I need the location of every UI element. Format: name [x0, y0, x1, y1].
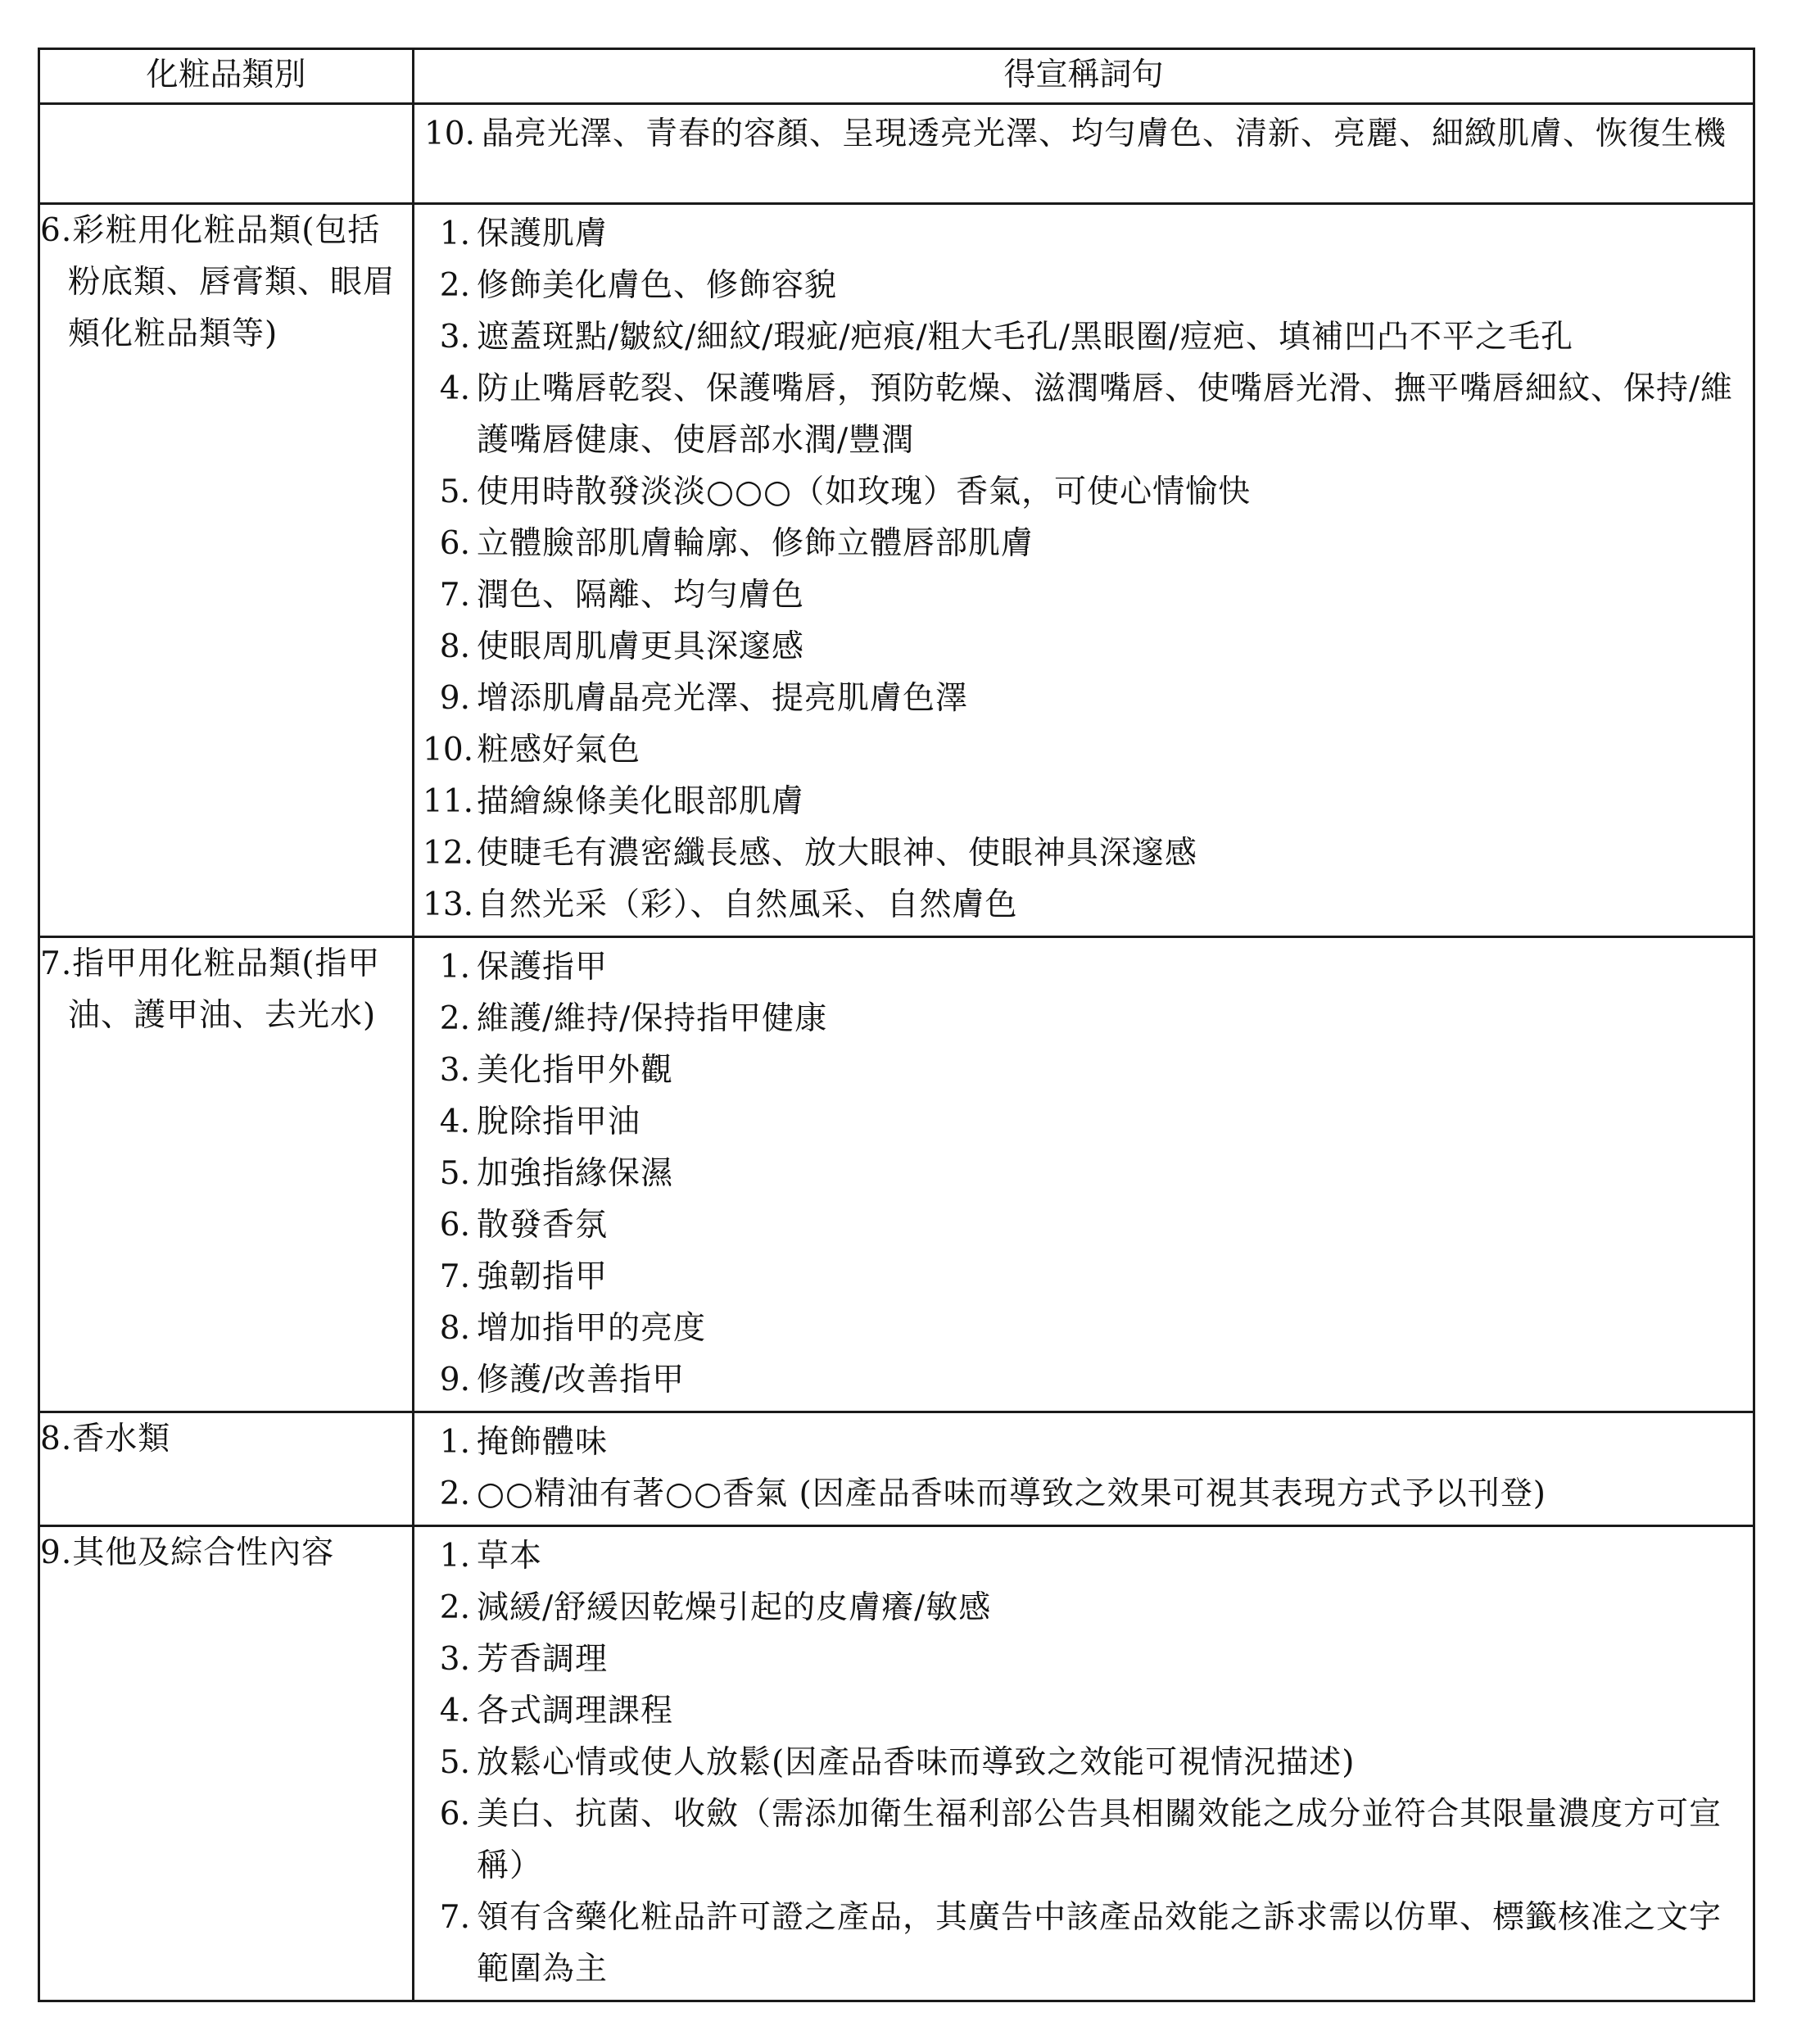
- claim-text: 修飾美化膚色、修飾容貌: [477, 267, 838, 304]
- claims-list: [414, 1527, 1753, 2000]
- claim-number: 5.: [439, 1155, 470, 1192]
- claim-item: [423, 673, 1746, 724]
- claim-text: 減緩/舒緩因乾燥引起的皮膚癢/敏感: [477, 1589, 992, 1626]
- claim-number: 6.: [439, 525, 470, 562]
- claims-list: [414, 105, 1753, 165]
- claim-text: 使眼周肌膚更具深邃感: [477, 628, 805, 665]
- claim-text: 脫除指甲油: [477, 1104, 641, 1140]
- category-label: 8.香水類: [40, 1421, 171, 1457]
- claim-number: 5.: [439, 474, 470, 510]
- claim-number: 3.: [439, 319, 470, 356]
- claim-text: 描繪線條美化眼部肌膚: [477, 783, 805, 820]
- claim-number: 3.: [439, 1641, 470, 1678]
- category-cell: [39, 204, 414, 937]
- header-row: [39, 49, 1754, 104]
- claim-item: [423, 1737, 1746, 1788]
- claims-cell: [414, 204, 1754, 937]
- claim-item: [423, 311, 1746, 363]
- claim-text: 各式調理課程: [477, 1693, 674, 1729]
- claim-number: 7.: [439, 577, 470, 614]
- claim-item: [423, 1788, 1746, 1892]
- claim-number: 10.: [423, 116, 475, 152]
- claim-number: 2.: [439, 1000, 470, 1037]
- claim-number: 8.: [439, 1310, 470, 1347]
- header-claims: 得宣稱詞句: [414, 49, 1754, 104]
- claim-item: [423, 1685, 1746, 1737]
- continued-row: [39, 104, 1754, 204]
- claim-number: 4.: [439, 1693, 470, 1729]
- claim-item: [423, 724, 1746, 776]
- category-cell: [39, 937, 414, 1412]
- claim-item: [423, 108, 1746, 160]
- claim-text: 粧感好氣色: [477, 732, 641, 768]
- cosmetic-claims-table: [38, 48, 1755, 2002]
- claims-list: [414, 938, 1753, 1411]
- claims-cell: [414, 1412, 1754, 1526]
- claim-text: 掩飾體味: [477, 1424, 609, 1461]
- claim-item: [423, 1199, 1746, 1251]
- category-row: [39, 204, 1754, 937]
- claim-number: 13.: [423, 886, 474, 923]
- claim-item: [423, 1468, 1746, 1520]
- claim-text: 使睫毛有濃密纖長感、放大眼神、使眼神具深邃感: [477, 835, 1198, 872]
- claim-item: [423, 827, 1746, 879]
- claim-text: 晶亮光澤、青春的容顏、呈現透亮光澤、均勻膚色、清新、亮麗、細緻肌膚、恢復生機: [482, 116, 1727, 152]
- claim-text: 領有含藥化粧品許可證之產品，其廣告中該產品效能之訴求需以仿單、標籤核准之文字範圍為主: [477, 1899, 1722, 1987]
- claim-text: 美白、抗菌、收斂（需添加衛生福利部公告具相關效能之成分並符合其限量濃度方可宣稱）: [477, 1796, 1722, 1884]
- claim-item: [423, 363, 1746, 466]
- claim-text: 美化指甲外觀: [477, 1052, 674, 1089]
- claim-text: 放鬆心情或使人放鬆(因產品香味而導致之效能可視情況描述): [477, 1744, 1356, 1781]
- claim-item: [423, 1530, 1746, 1582]
- claim-item: [423, 518, 1746, 569]
- claim-item: [423, 1354, 1746, 1406]
- claim-item: [423, 941, 1746, 993]
- claim-text: 自然光采（彩）、自然風采、自然膚色: [477, 886, 1018, 923]
- claim-item: [423, 1096, 1746, 1148]
- claim-text: 草本: [477, 1538, 543, 1575]
- claim-text: 加強指緣保濕: [477, 1155, 674, 1192]
- claim-number: 2.: [439, 1475, 470, 1512]
- claim-number: 6.: [439, 1207, 470, 1244]
- claims-cell: [414, 1526, 1754, 2001]
- claim-number: 2.: [439, 1589, 470, 1626]
- claim-item: [423, 208, 1746, 260]
- claims-list: [414, 1413, 1753, 1525]
- claim-text: 修護/改善指甲: [477, 1362, 686, 1398]
- claim-item: [423, 1892, 1746, 1995]
- claim-item: [423, 1148, 1746, 1199]
- claims-cell: [414, 104, 1754, 204]
- claim-number: 5.: [439, 1744, 470, 1781]
- claim-number: 7.: [439, 1899, 470, 1936]
- claim-number: 2.: [439, 267, 470, 304]
- claim-item: [423, 879, 1746, 931]
- claim-item: [423, 993, 1746, 1045]
- claim-item: [423, 1045, 1746, 1096]
- claim-text: 增加指甲的亮度: [477, 1310, 707, 1347]
- claim-text: 增添肌膚晶亮光澤、提亮肌膚色澤: [477, 680, 969, 717]
- claim-number: 4.: [439, 370, 470, 407]
- category-cell-empty: [39, 104, 414, 204]
- claim-item: [423, 1303, 1746, 1354]
- category-row: [39, 1412, 1754, 1526]
- claim-item: [423, 260, 1746, 311]
- claim-item: [423, 569, 1746, 621]
- claim-item: [423, 621, 1746, 673]
- claim-number: 9.: [439, 680, 470, 717]
- claims-cell: [414, 937, 1754, 1412]
- claim-number: 1.: [439, 949, 470, 986]
- category-label: 7.指甲用化粧品類(指甲油、護甲油、去光水): [40, 945, 381, 1034]
- claim-item: [423, 776, 1746, 827]
- claim-number: 1.: [439, 215, 470, 252]
- category-cell: [39, 1526, 414, 2001]
- claim-text: 潤色、隔離、均勻膚色: [477, 577, 805, 614]
- category-row: [39, 937, 1754, 1412]
- claim-text: 維護/維持/保持指甲健康: [477, 1000, 828, 1037]
- claim-item: [423, 466, 1746, 518]
- category-label: 9.其他及綜合性內容: [40, 1534, 335, 1571]
- claim-text: ○○精油有著○○香氣 (因產品香味而導致之效果可視其表現方式予以刊登): [477, 1475, 1546, 1512]
- claim-number: 1.: [439, 1538, 470, 1575]
- claim-text: 強韌指甲: [477, 1258, 609, 1295]
- category-cell: [39, 1412, 414, 1526]
- claim-number: 1.: [439, 1424, 470, 1461]
- claim-item: [423, 1251, 1746, 1303]
- claim-number: 12.: [423, 835, 474, 872]
- claim-item: [423, 1582, 1746, 1634]
- claim-item: [423, 1416, 1746, 1468]
- claim-text: 保護肌膚: [477, 215, 609, 252]
- claim-text: 立體臉部肌膚輪廓、修飾立體唇部肌膚: [477, 525, 1034, 562]
- claim-text: 保護指甲: [477, 949, 609, 986]
- category-row: [39, 1526, 1754, 2001]
- claim-text: 散發香氛: [477, 1207, 609, 1244]
- claim-number: 11.: [423, 783, 474, 820]
- claim-number: 8.: [439, 628, 470, 665]
- claims-list: [414, 205, 1753, 936]
- claim-number: 10.: [423, 732, 474, 768]
- claim-number: 6.: [439, 1796, 470, 1833]
- claim-text: 防止嘴唇乾裂、保護嘴唇，預防乾燥、滋潤嘴唇、使嘴唇光滑、撫平嘴唇細紋、保持/維護嘴唇健康、使唇部水潤/豐潤: [477, 370, 1734, 459]
- header-category: 化粧品類別: [39, 49, 414, 104]
- claim-number: 9.: [439, 1362, 470, 1398]
- category-label: 6.彩粧用化粧品類(包括粉底類、唇膏類、眼眉頰化粧品類等): [40, 212, 396, 352]
- claim-text: 遮蓋斑點/皺紋/細紋/瑕疵/疤痕/粗大毛孔/黑眼圈/痘疤、填補凹凸不平之毛孔: [477, 319, 1573, 356]
- claim-number: 7.: [439, 1258, 470, 1295]
- claim-number: 3.: [439, 1052, 470, 1089]
- claim-text: 使用時散發淡淡○○○（如玫瑰）香氣，可使心情愉快: [477, 474, 1252, 510]
- claim-item: [423, 1634, 1746, 1685]
- claim-number: 4.: [439, 1104, 470, 1140]
- claim-text: 芳香調理: [477, 1641, 609, 1678]
